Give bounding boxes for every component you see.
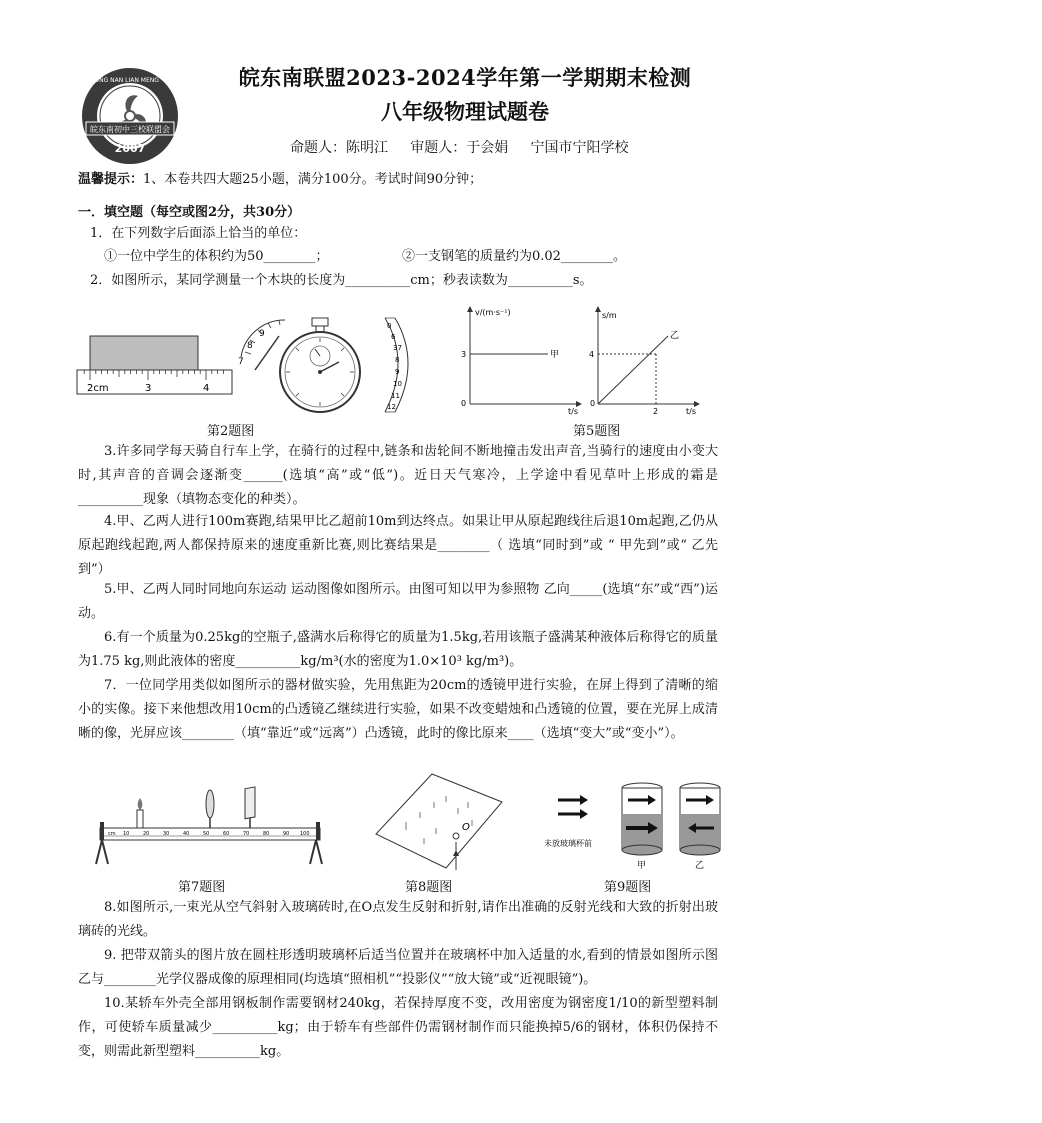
question-3: 3.许多同学每天骑自行车上学，在骑行的过程中,链条和齿轮间不断地撞击发出声音,当骑行的速度由小变大时,其声音的音调会逐渐变______(选填“高”或“低”)。近日天气寒冷，上学途中看见草叶上形成的霜是 __________现象（填物态变化的种类）。 xyxy=(78,444,718,507)
authors-line: 命题人：陈明江 审题人：于会娟 宁国市宁阳学校 xyxy=(290,140,629,156)
question-1b: ②一支钢笔的质量约为0.02________。 xyxy=(402,249,626,264)
bench-label-20: 20 xyxy=(143,831,150,837)
fig5-right-origin: 0 xyxy=(590,399,596,408)
ruler-label-2cm: 2cm xyxy=(87,383,109,394)
fig5-right-ytick: 4 xyxy=(589,350,595,359)
fig9-glass-cups xyxy=(540,778,730,873)
ruler-label-4: 4 xyxy=(203,383,210,394)
scale-label-6: 6 xyxy=(391,333,396,341)
fig2-caption: 第2题图 xyxy=(207,424,255,439)
logo-banner-text: 皖东南初中三校联盟会 xyxy=(90,125,170,134)
bench-label-40: 40 xyxy=(183,831,190,837)
notice-label: 温馨提示： xyxy=(78,172,144,187)
notice-text: 1、本卷共四大题25小题，满分100分。考试时间90分钟； xyxy=(143,172,483,187)
fig5-vt-graph xyxy=(452,306,582,416)
bench-label-90: 90 xyxy=(283,831,290,837)
bench-label-cm: cm xyxy=(108,831,116,837)
dial-label-8: 8 xyxy=(247,341,253,351)
dial-label-9: 9 xyxy=(259,329,265,339)
ruler-label-3: 3 xyxy=(145,383,152,394)
question-10: 10.某轿车外壳全部用钢板制作需要钢材240kg，若保持厚度不变，改用密度为钢密度1/10的新型塑料制作，可使轿车质量减少__________kg；由于轿车有些部件仍需钢材制作而只能换掉5/6的钢材，体积仍保持不变，则需此新型塑料__________kg。 xyxy=(78,996,718,1059)
scale-label-37: 37 xyxy=(393,344,402,352)
fig9-label-b: 乙 xyxy=(695,861,705,871)
fig5-left-ylabel: v/(m·s⁻¹) xyxy=(475,308,511,317)
question-5: 5.甲、乙两人同时同地向东运动 运动图像如图所示。由图可知以甲为参照物 乙向_____(选填“东”或“西”)运动。 xyxy=(78,582,718,621)
fig5-right-series-label: 乙 xyxy=(670,331,680,341)
fig8-glass-block xyxy=(376,772,506,872)
bench-label-100: 100 xyxy=(300,831,310,837)
fig9-label-a: 甲 xyxy=(637,861,647,871)
fig7-caption: 第7题图 xyxy=(178,880,226,895)
section-title: 一．填空题（每空或图2分，共30分） xyxy=(78,205,301,220)
bench-label-60: 60 xyxy=(223,831,230,837)
question-7: 7．一位同学用类似如图所示的器材做实验，先用焦距为20cm的透镜甲进行实验，在屏上得到了清晰的缩小的实像。接下来他想改用10cm的凸透镜乙继续进行实验，如果不改变蜡烛和凸透镜的位置，要在光屏上成清晰的像，光屏应该________（填“靠近”或“远离”）凸透镜，此时的像比原来____（选填“变大”或“变小”）。 xyxy=(78,678,718,741)
scale-label-10: 10 xyxy=(393,380,402,388)
fig9-label-before: 未放玻璃杯前 xyxy=(544,839,592,848)
fig5-st-graph xyxy=(582,306,702,416)
scale-label-11: 11 xyxy=(391,392,400,400)
question-8: 8.如图所示,一束光从空气斜射入玻璃砖时,在O点发生反射和折射,请作出准确的反射光线和大致的折射出玻璃砖的光线。 xyxy=(78,900,718,939)
fig8-point-o: O xyxy=(462,822,470,833)
question-9: 9. 把带双箭头的图片放在圆柱形透明玻璃杯后适当位置并在玻璃杯中加入适量的水,看到的情景如图所示图乙与________光学仪器成像的原理相同(均选填“照相机”“投影仪”“放大镜”或“近视眼镜”)。 xyxy=(78,948,718,987)
fig8-caption: 第8题图 xyxy=(405,880,453,895)
fig2-stopwatch-figure xyxy=(235,312,425,417)
scale-label-0: 0 xyxy=(387,322,392,330)
fig5-right-ylabel: s/m xyxy=(602,311,617,320)
fig5-left-origin: 0 xyxy=(461,399,467,408)
dial-label-7: 7 xyxy=(238,357,244,367)
question-6: 6.有一个质量为0.25kg的空瓶子,盛满水后称得它的质量为1.5kg,若用该瓶子盛满某种液体后称得它的质量为1.75 kg,则此液体的密度__________kg/m³(水的密度为1.0×10³ kg/m³)。 xyxy=(78,630,718,669)
page-title: 皖东南联盟2023-2024学年第一学期期末检测 xyxy=(238,65,692,90)
question-4: 4.甲、乙两人进行100m赛跑,结果甲比乙超前10m到达终点。如果让甲从原起跑线往后退10m起跑,乙仍从原起跑线起跑,两人都保持原来的速度重新比赛,则比赛结果是________（ 选填“同时到”或 “ 甲先到”或“ 乙先到”） xyxy=(78,514,718,577)
scale-label-8: 8 xyxy=(395,356,400,364)
page-subtitle: 八年级物理试题卷 xyxy=(381,99,549,124)
fig5-right-xlabel: t/s xyxy=(686,407,696,416)
question-1: 1．在下列数字后面添上恰当的单位： xyxy=(90,226,307,241)
bench-label-50: 50 xyxy=(203,831,210,837)
logo-ring-text: WAN DONG NAN LIAN MENG · HUI QU xyxy=(73,77,187,84)
fig7-optical-bench xyxy=(96,780,326,870)
notice xyxy=(78,171,718,189)
fig5-right-xtick: 2 xyxy=(653,407,659,416)
scale-label-9: 9 xyxy=(395,368,400,376)
scale-label-12: 12 xyxy=(387,403,396,411)
question-1a: ①一位中学生的体积约为50________； xyxy=(104,249,329,264)
bench-label-30: 30 xyxy=(163,831,170,837)
fig5-left-series-label: 甲 xyxy=(550,350,560,360)
bench-label-80: 80 xyxy=(263,831,270,837)
bench-label-10: 10 xyxy=(123,831,130,837)
fig5-left-ytick: 3 xyxy=(461,350,467,359)
logo-year: 2007 xyxy=(114,142,146,155)
bench-label-70: 70 xyxy=(243,831,250,837)
question-2: 2．如图所示，某同学测量一个木块的长度为__________cm；秒表读数为__________s。 xyxy=(90,273,593,288)
fig5-left-xlabel: t/s xyxy=(568,407,578,416)
fig2-ruler-figure xyxy=(75,330,235,400)
school-logo xyxy=(73,66,187,166)
fig5-caption: 第5题图 xyxy=(573,424,621,439)
fig9-caption: 第9题图 xyxy=(604,880,652,895)
